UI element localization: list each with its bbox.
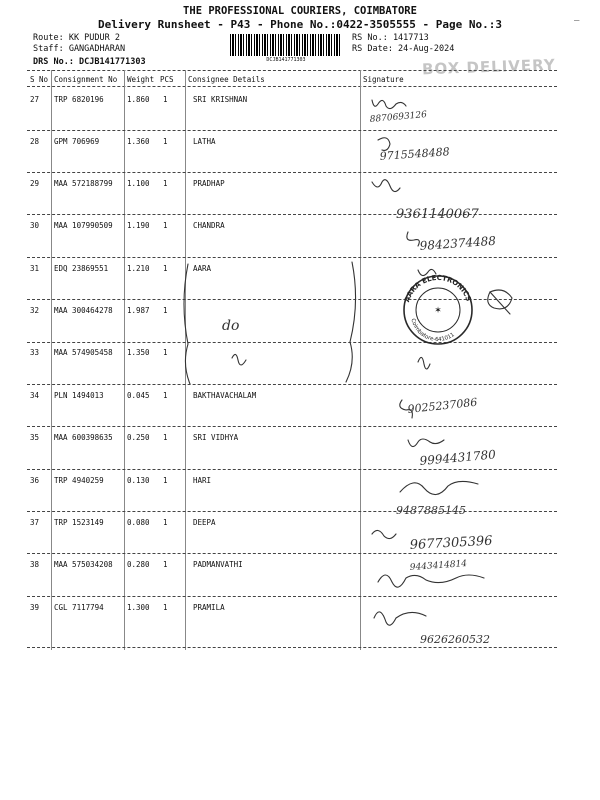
cell-weight: 0.130	[127, 476, 150, 485]
signature-37	[372, 530, 396, 538]
cell-weight: 1.210	[127, 264, 150, 273]
col-pcs: PCS	[160, 75, 174, 84]
cell-sno: 30	[30, 221, 40, 230]
col-consignment: Consignment No	[54, 75, 118, 84]
cell-pcs: 1	[163, 433, 168, 442]
phone-36: 9487885145	[396, 504, 466, 517]
rs-number: RS No.: 1417713	[352, 33, 429, 43]
seal-bottom-text: Coimbatore-641011	[409, 317, 456, 344]
cell-consignee: BAKTHAVACHALAM	[193, 391, 257, 400]
cell-sno: 37	[30, 518, 40, 527]
cell-consignment: MAA 572188799	[54, 179, 113, 188]
signature-28	[378, 138, 390, 151]
cell-pcs: 1	[163, 306, 168, 315]
cell-consignee: SRI KRISHNAN	[193, 95, 248, 104]
cell-consignment: PLN 1494013	[54, 391, 104, 400]
row-separator	[27, 469, 557, 470]
cell-consignment: TRP 4940259	[54, 476, 104, 485]
signature-36	[400, 481, 478, 494]
col-sno: S No	[30, 75, 49, 84]
row-separator	[27, 257, 557, 258]
phone-35: 9994431780	[419, 447, 497, 468]
cell-sno: 34	[30, 391, 40, 400]
phone-37: 9677305396	[409, 533, 493, 553]
cell-consignee: PADMANVATHI	[193, 560, 243, 569]
col-weight: Weight	[127, 75, 155, 84]
cell-consignee: AARA	[193, 264, 212, 273]
col-consignee: Consignee Details	[188, 75, 265, 84]
signature-27	[372, 100, 406, 109]
row-separator	[27, 299, 557, 300]
cell-pcs: 1	[163, 518, 168, 527]
cell-pcs: 1	[163, 603, 168, 612]
col-signature: Signature	[363, 75, 404, 84]
cell-sno: 28	[30, 137, 40, 146]
signature-30	[407, 232, 419, 246]
cell-sno: 31	[30, 264, 40, 273]
cell-consignment: CGL 7117794	[54, 603, 104, 612]
row-separator	[27, 384, 557, 385]
cell-consignment: MAA 600398635	[54, 433, 113, 442]
corner-mark: —	[574, 16, 580, 26]
signature-34	[400, 400, 413, 418]
cell-pcs: 1	[163, 348, 168, 357]
phone-34: 9025237086	[406, 395, 478, 416]
header-bottom-rule	[27, 86, 557, 87]
cell-sno: 36	[30, 476, 40, 485]
box-delivery-stamp: BOX DELIVERY	[421, 55, 557, 79]
staff-label: Staff: GANGADHARAN	[33, 44, 126, 54]
seal-star-icon: ✶	[434, 306, 442, 316]
drs-number: DRS No.: DCJB141771303	[33, 57, 146, 67]
cell-consignee: CHANDRA	[193, 221, 225, 230]
col-sep	[185, 70, 186, 650]
cell-pcs: 1	[163, 560, 168, 569]
cell-weight: 1.360	[127, 137, 150, 146]
right-brace	[346, 262, 356, 382]
phone-39: 9626260532	[420, 633, 490, 646]
row-separator	[27, 426, 557, 427]
cell-sno: 38	[30, 560, 40, 569]
signature-38	[378, 575, 484, 587]
cell-consignment: MAA 575034208	[54, 560, 113, 569]
cell-consignment: TRP 6820196	[54, 95, 104, 104]
cell-pcs: 1	[163, 476, 168, 485]
initials-row33	[232, 354, 246, 365]
cell-weight: 1.100	[127, 179, 150, 188]
header-top-rule	[27, 70, 557, 71]
cell-weight: 0.080	[127, 518, 150, 527]
cell-weight: 1.860	[127, 95, 150, 104]
cell-pcs: 1	[163, 179, 168, 188]
cell-sno: 27	[30, 95, 40, 104]
cell-weight: 0.280	[127, 560, 150, 569]
svg-text:Coimbatore-641011	[409, 318, 455, 343]
initials-row32: do	[222, 318, 240, 334]
cell-weight: 1.300	[127, 603, 150, 612]
signature-35	[408, 439, 444, 447]
row-separator	[27, 647, 557, 648]
seal-top-text: AARA ELECTRONICS	[403, 273, 473, 304]
col-sep	[360, 70, 361, 650]
cell-consignment: TRP 1523149	[54, 518, 104, 527]
cell-consignment: EDQ 23869551	[54, 264, 109, 273]
cell-consignee: PRADHAP	[193, 179, 225, 188]
row-separator	[27, 214, 557, 215]
row-separator	[27, 553, 557, 554]
phone-29: 9361140067	[396, 207, 479, 222]
signature-31	[418, 269, 436, 275]
cell-consignee: SRI VIDHYA	[193, 433, 239, 442]
signature-29	[372, 180, 400, 192]
signature-33	[418, 357, 430, 369]
cell-consignment: MAA 574905458	[54, 348, 113, 357]
signature-39	[374, 612, 426, 625]
row-separator	[27, 172, 557, 173]
barcode-number: DCJB141771303	[266, 57, 306, 63]
cell-sno: 39	[30, 603, 40, 612]
cell-consignee: LATHA	[193, 137, 216, 146]
cell-pcs: 1	[163, 137, 168, 146]
cell-pcs: 1	[163, 264, 168, 273]
col-sep	[124, 70, 125, 650]
cell-pcs: 1	[163, 391, 168, 400]
row-separator	[27, 511, 557, 512]
cell-consignee: HARI	[193, 476, 212, 485]
cell-consignment: GPM 706969	[54, 137, 100, 146]
row-separator	[27, 342, 557, 343]
cell-weight: 1.190	[127, 221, 150, 230]
cell-sno: 33	[30, 348, 40, 357]
cell-pcs: 1	[163, 95, 168, 104]
col-sep	[51, 70, 52, 650]
cell-weight: 1.987	[127, 306, 150, 315]
route-label: Route: KK PUDUR 2	[33, 33, 120, 43]
cell-sno: 32	[30, 306, 40, 315]
rs-date: RS Date: 24-Aug-2024	[352, 44, 455, 54]
phone-28: 9715548488	[379, 145, 451, 163]
cell-sno: 35	[30, 433, 40, 442]
seal-scribble	[488, 290, 512, 314]
cell-consignment: MAA 300464278	[54, 306, 113, 315]
row-separator	[27, 130, 557, 131]
cell-consignee: PRAMILA	[193, 603, 225, 612]
row-separator	[27, 596, 557, 597]
cell-consignee: DEEPA	[193, 518, 216, 527]
barcode	[230, 34, 342, 56]
phone-38: 9443414814	[409, 559, 468, 573]
cell-sno: 29	[30, 179, 40, 188]
runsheet-subtitle: Delivery Runsheet - P43 - Phone No.:0422-3505555 - Page No.:3	[98, 18, 502, 31]
cell-pcs: 1	[163, 221, 168, 230]
cell-consignment: MAA 107990509	[54, 221, 113, 230]
cell-weight: 0.250	[127, 433, 150, 442]
company-seal	[403, 274, 472, 344]
company-title: THE PROFESSIONAL COURIERS, COIMBATORE	[183, 5, 417, 17]
cell-weight: 1.350	[127, 348, 150, 357]
cell-weight: 0.045	[127, 391, 150, 400]
phone-30: 9842374488	[419, 233, 497, 253]
phone-27: 8870693126	[369, 110, 428, 125]
